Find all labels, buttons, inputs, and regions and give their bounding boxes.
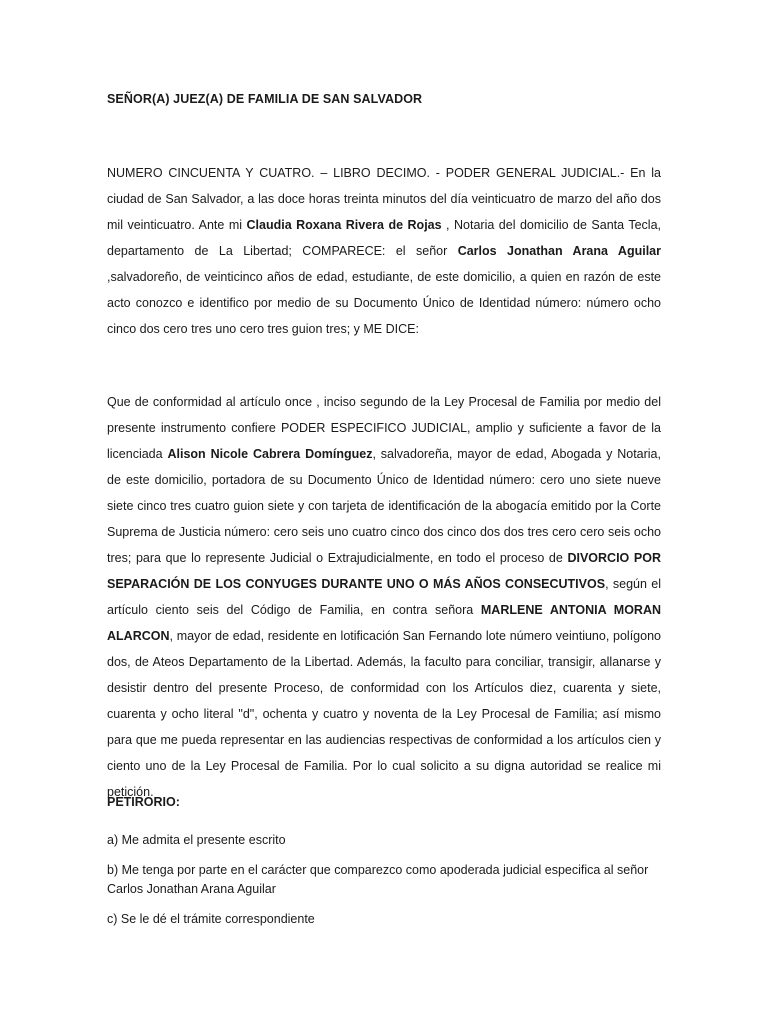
paragraph-comparecencia: NUMERO CINCUENTA Y CUATRO. – LIBRO DECIMO. - PODER GENERAL JUDICIAL.- En la ciudad de San Salvador, a las doce horas treinta minutos del día veinticuatro de marzo del año dos mil veinticuatro. Ante mi Claudia Roxana Rivera de Rojas , Notaria del domicilio de Santa Tecla, departamento de La Libertad; COMPARECE: el señor Carlos Jonathan Arana Aguilar ,salvadoreño, de veinticinco años de edad, estudiante, de este domicilio, a quien en razón de este acto conozco e identifico por medio de su Documento Único de Identidad número: número ocho cinco dos cero tres uno cero tres guion tres; y ME DICE:	[107, 166, 662, 336]
petitorio-item-b: b) Me tenga por parte en el carácter que comparezco como apoderada judicial especifica al señor Carlos Jonathan Arana Aguilar	[107, 863, 649, 896]
petitorio-item-a: a) Me admita el presente escrito	[107, 833, 286, 847]
petitorio-title: PETIRORIO:	[107, 795, 180, 809]
process-type: DIVORCIO POR SEPARACIÓN DE LOS CONYUGES DURANTE UNO O MÁS AÑOS CONSECUTIVOS	[107, 551, 661, 591]
paragraph-poder: Que de conformidad al artículo once , inciso segundo de la Ley Procesal de Familia por medio del presente instrumento confiere PODER ESPECIFICO JUDICIAL, amplio y suficiente a favor de la licenciada Alison Nicole Cabrera Domínguez, salvadoreña, mayor de edad, Abogada y Notaria, de este domicilio, portadora de su Documento Único de Identidad número: cero uno siete nueve siete cinco tres cuatro guion siete y con tarjeta de identificación de la abogacía emitido por la Corte Suprema de Justicia número: cero seis uno cuatro cinco dos cinco dos dos tres cero cero seis ocho tres; para que lo represente Judicial o Extrajudicialmente, en todo el proceso de DIVORCIO POR SEPARACIÓN DE LOS CONYUGES DURANTE UNO O MÁS AÑOS CONSECUTIVOS, según el artículo ciento seis del Código de Familia, en contra señora MARLENE ANTONIA MORAN ALARCON, mayor de edad, residente en lotificación San Fernando lote número veintiuno, polígono dos, de Ateos Departamento de la Libertad. Además, la faculto para conciliar, transigir, allanarse y desistir dentro del presente Proceso, de conformidad con los Artículos diez, cuarenta y siete, cuarenta y ocho literal "d", ochenta y cuatro y noventa de la Ley Procesal de Familia; así mismo para que me pueda representar en las audiencias respectivas de conformidad a los artículos cien y ciento uno de la Ley Procesal de Familia. Por lo cual solicito a su digna autoridad se realice mi petición.	[107, 395, 661, 799]
notary-name: Claudia Roxana Rivera de Rojas	[246, 218, 442, 232]
document-heading: SEÑOR(A) JUEZ(A) DE FAMILIA DE SAN SALVADOR	[107, 92, 423, 106]
client-name: Carlos Jonathan Arana Aguilar	[457, 244, 661, 258]
defendant-name: MARLENE ANTONIA MORAN ALARCON	[107, 603, 661, 643]
petitorio-item-c: c) Se le dé el trámite correspondiente	[107, 912, 315, 926]
lawyer-name: Alison Nicole Cabrera Domínguez	[167, 447, 373, 461]
